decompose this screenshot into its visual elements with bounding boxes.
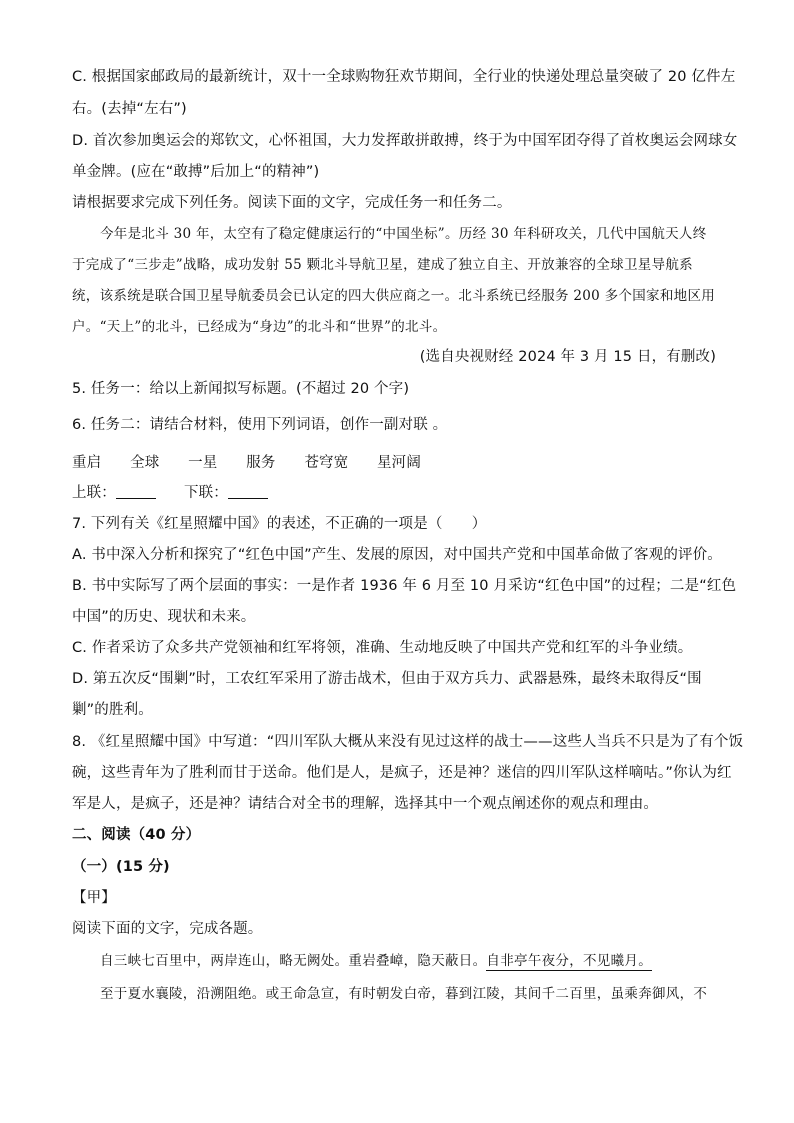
question-5: 5. 任务一：给以上新闻拟写标题。(不超过 20 个字) [72, 381, 410, 397]
word-item: 重启 [72, 455, 102, 471]
passage-line-2: 于完成了“三步走”战略，成功发射 55 颗北斗导航卫星，建成了独立自主、开放兼容的全球卫星导航系 [72, 257, 693, 273]
passage-line-3: 统，该系统是联合国卫星导航委员会已认定的四大供应商之一。北斗系统已经服务 200 多个国家和地区用 [72, 288, 716, 304]
upper-couplet-label: 上联： [72, 485, 116, 501]
q4-option-c-line2: 右。(去掉“左右”) [72, 101, 187, 117]
q4-option-c-line1: C. 根据国家邮政局的最新统计，双十一全球购物狂欢节期间，全行业的快递处理总量突破了 20 亿件左 [72, 69, 736, 85]
word-item: 星河阔 [377, 455, 421, 471]
question-7-stem: 7. 下列有关《红星照耀中国》的表述，不正确的一项是（ ） [72, 516, 487, 532]
classical-line-2: 至于夏水襄陵，沿溯阻绝。或王命急宣，有时朝发白帝，暮到江陵，其间千二百里，虽乘奔御风，不 [100, 986, 708, 1002]
word-item: 一星 [188, 455, 218, 471]
question-8-line3: 军是人，是疯子，还是神？请结合对全书的理解，选择其中一个观点阐述你的观点和理由。 [72, 796, 658, 812]
question-8-line1: 8. 《红星照耀中国》中写道：“四川军队大概从来没有见过这样的战士——这些人当兵不只是为了有个饭 [72, 734, 744, 750]
q4-option-d-line2: 单金牌。(应在“敢搏”后加上“的精神”) [72, 164, 320, 180]
lower-couplet-label: 下联： [183, 485, 228, 501]
passage-label: 【甲】 [72, 890, 116, 906]
word-item: 服务 [246, 455, 276, 471]
word-list [72, 453, 421, 473]
q7-option-a: A. 书中深入分析和探究了“红色中国”产生、发展的原因，对中国共产党和中国革命做了客观的评价。 [72, 547, 722, 563]
underlined-sentence: 自非亭午夜分，不见曦月。 [486, 953, 653, 969]
passage-line-1: 今年是北斗 30 年，太空有了稳定健康运行的“中国坐标”。历经 30 年科研攻关，几代中国航天人终 [100, 226, 707, 242]
word-item: 全球 [130, 455, 160, 471]
part-heading: （一）(15 分) [72, 859, 170, 875]
word-item: 苍穹宽 [304, 455, 349, 471]
classical-line-1 [100, 951, 652, 971]
reading-intro: 阅读下面的文字，完成各题。 [72, 921, 263, 937]
lower-couplet-blank[interactable] [228, 484, 268, 499]
q4-option-d-line1: D. 首次参加奥运会的郑钦文，心怀祖国，大力发挥敢拼敢搏，终于为中国军团夺得了首枚奥运会网球女 [72, 133, 738, 149]
upper-couplet-blank[interactable] [116, 484, 156, 499]
q7-option-b-line1: B. 书中实际写了两个层面的事实：一是作者 1936 年 6 月至 10 月采访“红色中国”的过程；二是“红色 [72, 578, 737, 594]
classical-text: 自三峡七百里中，两岸连山，略无阙处。重岩叠嶂，隐天蔽日。 [100, 953, 487, 969]
q7-option-d-line1: D. 第五次反“围剿”时，工农红军采用了游击战术，但由于双方兵力、武器悬殊，最终未取得反“围 [72, 671, 702, 687]
q7-option-d-line2: 剿”的胜利。 [72, 702, 153, 718]
q7-option-b-line2: 中国”的历史、现状和未来。 [72, 609, 256, 625]
question-6: 6. 任务二：请结合材料，使用下列词语，创作一副对联 。 [72, 417, 448, 433]
task-intro: 请根据要求完成下列任务。阅读下面的文字，完成任务一和任务二。 [72, 195, 512, 211]
passage-source: (选自央视财经 2024 年 3 月 15 日，有删改) [419, 349, 716, 365]
couplet-answer-line [72, 483, 268, 503]
q7-option-c: C. 作者采访了众多共产党领袖和红军将领，准确、生动地反映了中国共产党和红军的斗争业绩。 [72, 640, 693, 656]
section-heading: 二、阅读（40 分） [72, 827, 201, 843]
passage-line-4: 户。“天上”的北斗，已经成为“身边”的北斗和“世界”的北斗。 [72, 319, 447, 335]
question-8-line2: 碗，这些青年为了胜利而甘于送命。他们是人，是疯子，还是神？迷信的四川军队这样嘀咕。”你认为红 [72, 765, 732, 781]
